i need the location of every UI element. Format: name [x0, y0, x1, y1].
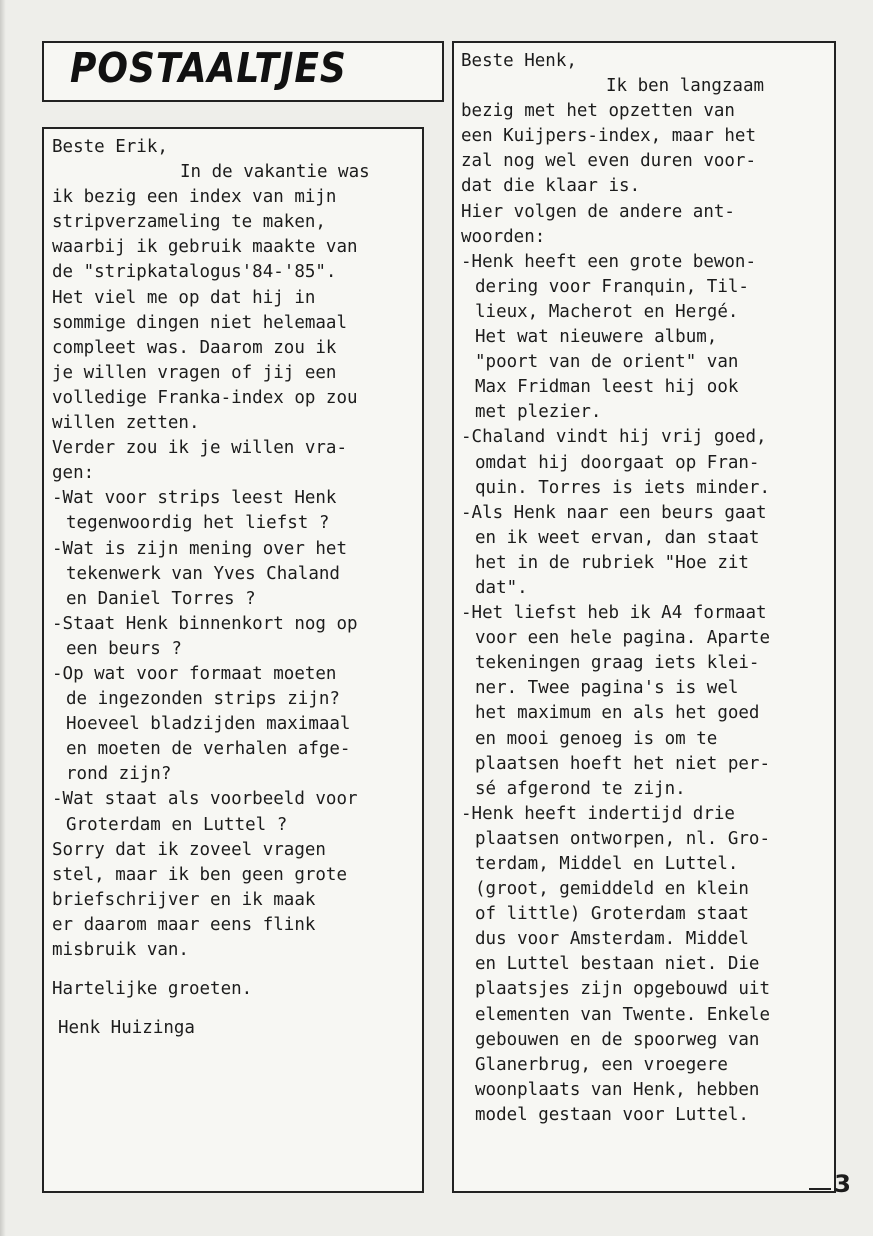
letter-lines — [52, 135, 418, 963]
reply-line: Hier volgen de andere ant- — [461, 201, 735, 222]
letter-line: ik bezig een index van mijn — [52, 187, 337, 208]
spacer — [52, 963, 418, 977]
letter-line: -Op wat voor formaat moeten — [52, 663, 337, 684]
reply-line: omdat hij doorgaat op Fran- — [475, 452, 760, 473]
reply-line: -Chaland vindt hij vrij goed, — [461, 427, 767, 448]
reply-line: en mooi genoeg is om te — [475, 728, 718, 749]
reply-line: het maximum en als het goed — [475, 703, 760, 724]
reply-line: sé afgerond te zijn. — [475, 778, 686, 799]
reply-line: het in de rubriek "Hoe zit — [475, 552, 749, 573]
letter-line: er daarom maar eens flink — [52, 914, 316, 935]
letter-line: -Wat voor strips leest Henk — [52, 488, 337, 509]
letter-line: stripverzameling te maken, — [52, 212, 326, 233]
letter-line: gen: — [52, 463, 95, 484]
reply-line: Het wat nieuwere album, — [475, 327, 718, 348]
title-box — [42, 41, 444, 102]
letter-line: willen zetten. — [52, 413, 200, 434]
reply-line: -Het liefst heb ik A4 formaat — [461, 603, 767, 624]
reply-line: terdam, Middel en Luttel. — [475, 854, 739, 874]
reply-line: plaatsjes zijn opgebouwd uit — [475, 979, 771, 1000]
letter-line: tekenwerk van Yves Chaland — [66, 563, 340, 584]
reply-lines — [461, 49, 830, 1128]
reply-line: zal nog wel even duren voor- — [461, 151, 757, 172]
reply-line: woonplaats van Henk, hebben — [475, 1079, 760, 1100]
letter-line: rond zijn? — [66, 764, 172, 785]
reply-line: (groot, gemiddeld en klein — [475, 879, 749, 900]
letter-line: -Wat is zijn mening over het — [52, 538, 348, 559]
letter-line: de ingezonden strips zijn? — [66, 689, 340, 710]
reply-to-erik — [452, 41, 836, 1193]
letter-line: Verder zou ik je willen vra- — [52, 438, 348, 459]
letter-line: en Daniel Torres ? — [66, 588, 256, 609]
reply-line: dat". — [475, 577, 528, 598]
reply-line: bezig met het opzetten van — [461, 101, 735, 122]
reply-line: "poort van de orient" van — [475, 352, 739, 373]
page-edge-shadow — [0, 0, 6, 1236]
letter-line: -Staat Henk binnenkort nog op — [52, 613, 358, 634]
reply-line: plaatsen hoeft het niet per- — [475, 753, 771, 774]
letter-line: sommige dingen niet helemaal — [52, 312, 348, 333]
reply-line: Glanerbrug, een vroegere — [475, 1054, 728, 1075]
letter-line: misbruik van. — [52, 940, 189, 960]
reply-line: ner. Twee pagina's is wel — [475, 678, 739, 699]
reply-line: plaatsen ontworpen, nl. Gro- — [475, 828, 771, 849]
letter-line: briefschrijver en ik maak — [52, 889, 316, 910]
reply-line: met plezier. — [475, 402, 602, 423]
letter-line: compleet was. Daarom zou ik — [52, 337, 337, 358]
reply-line: quin. Torres is iets minder. — [475, 477, 771, 498]
page-title: POSTAALTJES — [70, 45, 347, 93]
reply-line: dering voor Franquin, Til- — [475, 276, 749, 297]
letter-line: tegenwoordig het liefst ? — [66, 513, 330, 534]
letter-line: Hoeveel bladzijden maximaal — [66, 714, 351, 735]
reply-line: Beste Henk, — [461, 51, 577, 71]
letter-line: In de vakantie was — [180, 162, 370, 183]
letter-line: en moeten de verhalen afge- — [66, 739, 351, 760]
reply-line: en ik weet ervan, dan staat — [475, 527, 760, 548]
letter-line: een beurs ? — [66, 638, 182, 659]
reply-line: en Luttel bestaan niet. Die — [475, 954, 760, 975]
reply-line: model gestaan voor Luttel. — [475, 1104, 749, 1125]
letter-line: de "stripkatalogus'84-'85". — [52, 262, 337, 283]
page-number: 3 — [834, 1170, 851, 1198]
letter-line: Het viel me op dat hij in — [52, 287, 316, 308]
reply-line: elementen van Twente. Enkele — [475, 1004, 771, 1025]
reply-line: lieux, Macherot en Hergé. — [475, 301, 739, 322]
reply-line: -Henk heeft indertijd drie — [461, 803, 735, 824]
letter-line: stel, maar ik ben geen grote — [52, 864, 348, 885]
letter-line: Beste Erik, — [52, 137, 168, 157]
reply-line: -Als Henk naar een beurs gaat — [461, 502, 767, 523]
reply-line: tekeningen graag iets klei- — [475, 653, 760, 674]
letter-signature: Henk Huizinga — [58, 1018, 195, 1039]
letter-column-left — [52, 135, 418, 1041]
reply-line: dat die klaar is. — [461, 176, 641, 197]
letter-line: volledige Franka-index op zou — [52, 387, 358, 408]
reply-line: dus voor Amsterdam. Middel — [475, 929, 749, 950]
reply-line: of little) Groterdam staat — [475, 904, 749, 925]
letter-line: je willen vragen of jij een — [52, 362, 337, 383]
letter-line: Groterdam en Luttel ? — [66, 814, 288, 835]
reply-line: Max Fridman leest hij ook — [475, 377, 739, 398]
reply-line: woorden: — [461, 226, 546, 247]
page-number-rule — [809, 1188, 831, 1190]
reply-column — [461, 49, 830, 1128]
reply-line: Ik ben langzaam — [606, 76, 765, 97]
letter-line: waarbij ik gebruik maakte van — [52, 237, 358, 258]
reply-line: voor een hele pagina. Aparte — [475, 628, 771, 649]
spacer — [52, 1002, 418, 1016]
reply-line: gebouwen en de spoorweg van — [475, 1029, 760, 1050]
letter-to-henk — [42, 127, 424, 1193]
letter-line: Sorry dat ik zoveel vragen — [52, 839, 326, 860]
letter-line: -Wat staat als voorbeeld voor — [52, 789, 358, 810]
letter-closing: Hartelijke groeten. — [52, 979, 253, 1000]
reply-line: -Henk heeft een grote bewon- — [461, 251, 757, 272]
reply-line: een Kuijpers-index, maar het — [461, 126, 757, 147]
